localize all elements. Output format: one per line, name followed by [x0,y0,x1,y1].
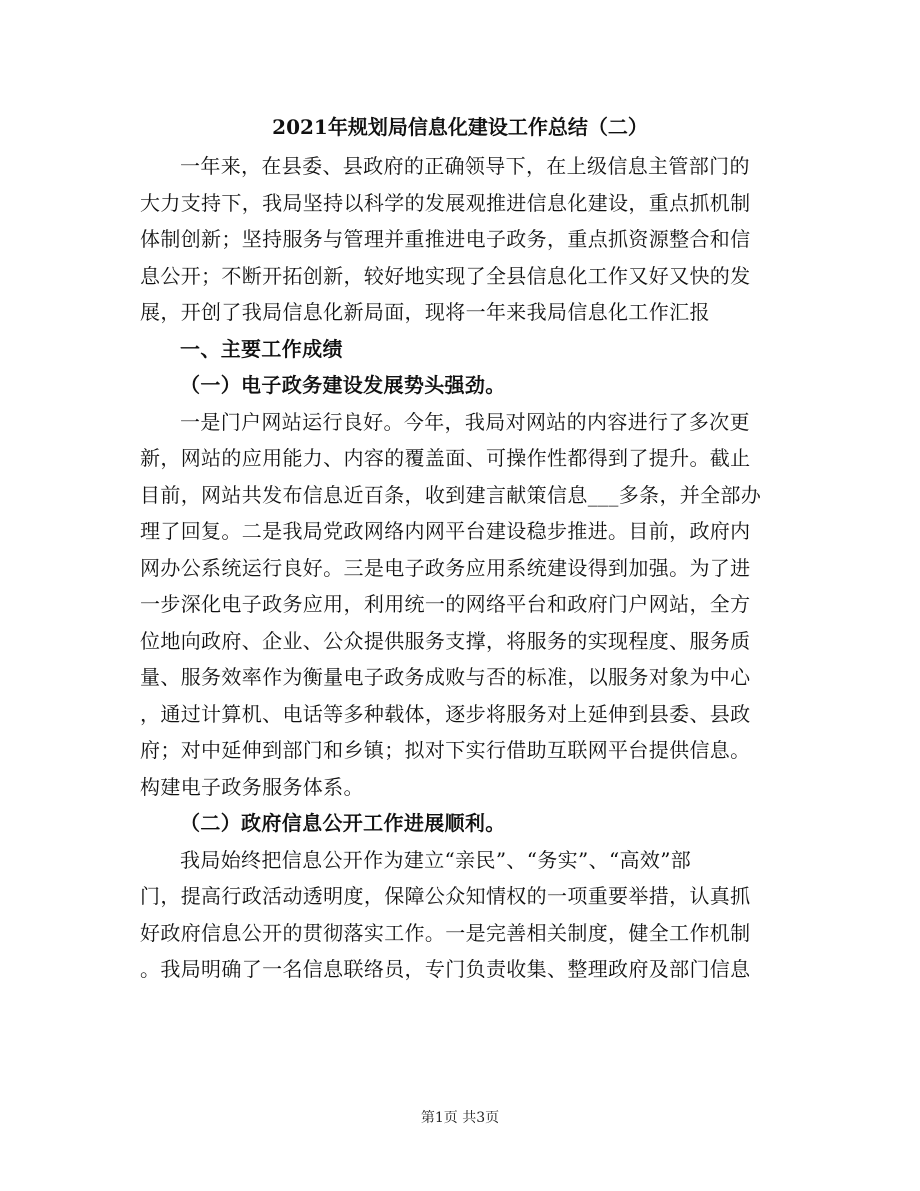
document-title: 2021年规划局信息化建设工作总结（二） [272,115,648,139]
paragraph-line: 体制创新；坚持服务与管理并重推进电子政务，重点抓资源整合和信 [140,227,751,251]
document-body [140,148,780,988]
subsection-heading: （一）电子政务建设发展势头强劲。 [180,373,506,397]
paragraph-line: 理了回复。二是我局党政网络内网平台建设稳步推进。目前，政府内 [140,519,751,543]
paragraph-line: 大力支持下，我局坚持以科学的发展观推进信息化建设，重点抓机制 [140,190,751,215]
paragraph-line: ，通过计算机、电话等多种载体，逐步将服务对上延伸到县委、县政 [140,701,751,726]
paragraph-line: 构建电子政务服务体系。 [140,774,364,799]
paragraph-line: 目前，网站共发布信息近百条，收到建言献策信息___多条，并全部办 [140,482,762,507]
paragraph-line: 量、服务效率作为衡量电子政务成败与否的标准，以服务对象为中心 [140,665,751,689]
paragraph-line: 门，提高行政活动透明度，保障公众知情权的一项重要举措，认真抓 [140,884,751,908]
paragraph-line: 好政府信息公开的贯彻落实工作。一是完善相关制度，健全工作机制 [140,920,751,945]
paragraph-line: 一年来，在县委、县政府的正确领导下，在上级信息主管部门的 [180,154,750,178]
section-heading: 一、主要工作成绩 [180,336,343,361]
paragraph-line: 展，开创了我局信息化新局面，现将一年来我局信息化工作汇报 [140,300,710,324]
paragraph-line: 一步深化电子政务应用，利用统一的网络平台和政府门户网站，全方 [140,592,751,616]
paragraph-line: 我局始终把信息公开作为建立“亲民”、“务实”、“高效”部 [180,847,692,872]
paragraph-line: 新，网站的应用能力、内容的覆盖面、可操作性都得到了提升。截止 [140,446,751,470]
paragraph-line: 府；对中延伸到部门和乡镇；拟对下实行借助互联网平台提供信息。 [140,738,751,762]
paragraph-line: 。我局明确了一名信息联络员，专门负责收集、整理政府及部门信息 [140,957,751,981]
page-footer: 第1页 共3页 [420,1110,500,1126]
paragraph-line: 位地向政府、企业、公众提供服务支撑，将服务的实现程度、服务质 [140,628,751,653]
subsection-heading: （二）政府信息公开工作进展顺利。 [180,811,506,835]
paragraph-line: 息公开；不断开拓创新，较好地实现了全县信息化工作又好又快的发 [140,263,751,288]
paragraph-line: 一是门户网站运行良好。今年，我局对网站的内容进行了多次更 [180,409,750,434]
paragraph-line: 网办公系统运行良好。三是电子政务应用系统建设得到加强。为了进 [140,555,751,580]
